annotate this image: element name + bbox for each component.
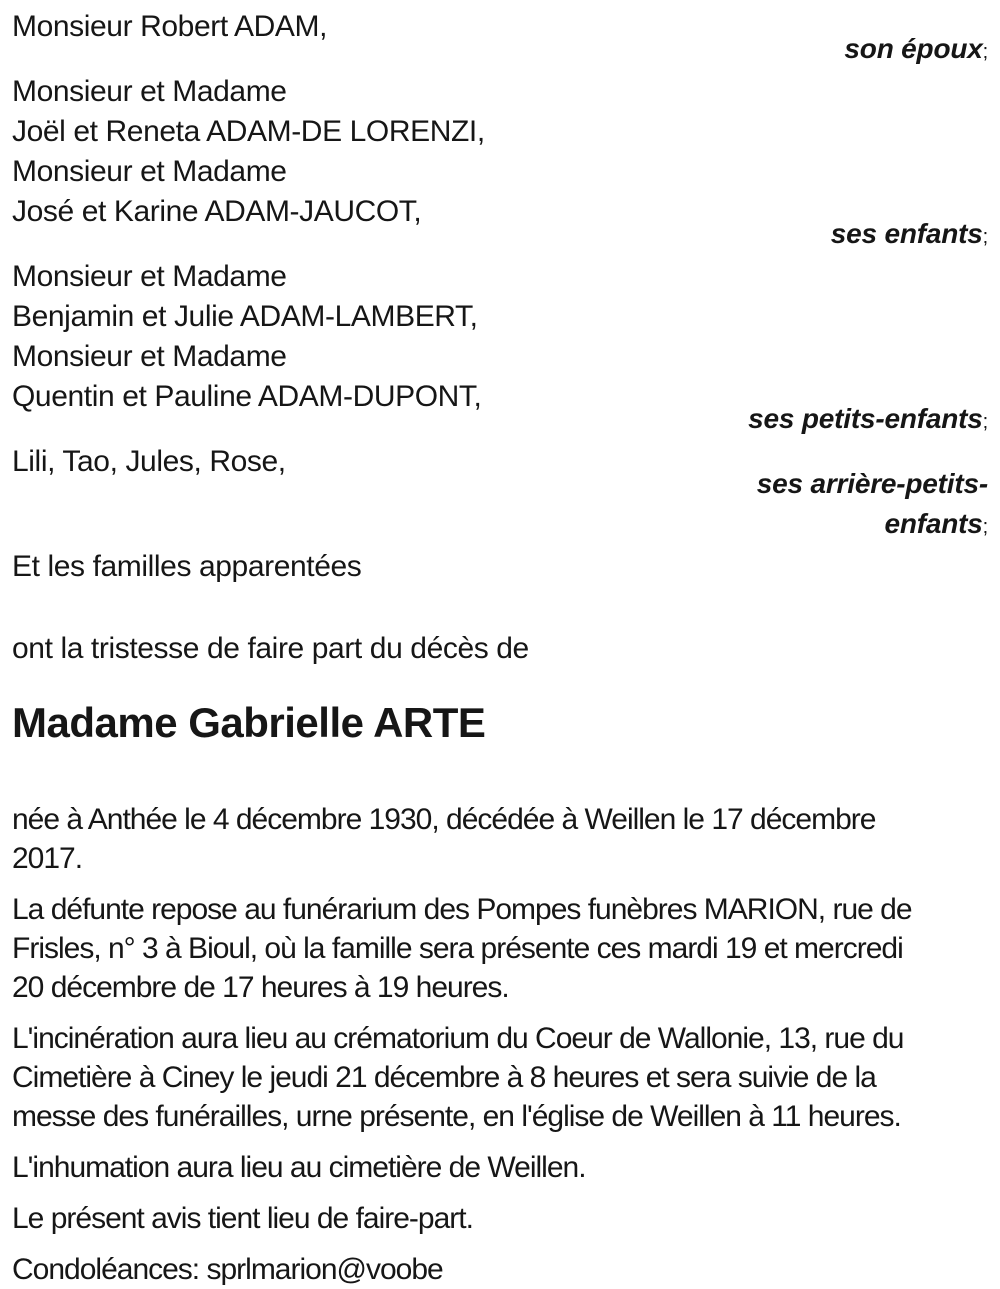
relation-label-suffix: ;: [982, 226, 988, 248]
family-name-line: Monsieur et Madame: [12, 340, 287, 373]
detail-paragraph: [12, 1148, 988, 1187]
family-name-line: Monsieur Robert ADAM,: [12, 10, 328, 43]
details-section: [12, 800, 988, 1289]
relation-label-suffix: ;: [982, 516, 988, 538]
detail-line: Frisles, n° 3 à Bioul, où la famille sera présente ces mardi 19 et mercredi: [12, 932, 903, 965]
detail-line: L'incinération aura lieu au crématorium du Coeur de Wallonie, 13, rue du: [12, 1022, 904, 1055]
detail-paragraph: [12, 1199, 988, 1238]
family-name-line: Joël et Reneta ADAM-DE LORENZI,: [12, 115, 485, 148]
detail-line: La défunte repose au funérarium des Pompes funèbres MARION, rue de: [12, 893, 912, 926]
detail-line: 2017.: [12, 842, 83, 875]
family-name-line: José et Karine ADAM-JAUCOT,: [12, 195, 422, 228]
family-name-line: Quentin et Pauline ADAM-DUPONT,: [12, 380, 482, 413]
detail-line: née à Anthée le 4 décembre 1930, décédée à Weillen le 17 décembre: [12, 803, 876, 836]
intro-line: ont la tristesse de faire part du décès de: [12, 632, 529, 665]
family-name-line: Et les familles apparentées: [12, 550, 362, 583]
relation-label-text: ses petits-enfants: [748, 403, 983, 434]
relation-label-text: ses enfants: [830, 218, 983, 249]
family-section: [12, 7, 988, 587]
relation-label-suffix: ;: [982, 41, 988, 63]
relation-label-text: ses arrière-petits-: [756, 468, 988, 499]
detail-line: messe des funérailles, urne présente, en l'église de Weillen à 11 heures.: [12, 1100, 901, 1133]
detail-line: Le présent avis tient lieu de faire-part.: [12, 1202, 473, 1235]
family-name-line: Monsieur et Madame: [12, 155, 287, 188]
detail-line: Cimetière à Ciney le jeudi 21 décembre à 8 heures et sera suivie de la: [12, 1061, 876, 1094]
detail-line: Condoléances: sprlmarion@voobe: [12, 1253, 443, 1286]
deceased-name: Madame Gabrielle ARTE: [12, 699, 486, 746]
detail-paragraph: [12, 1250, 988, 1289]
relation-label: [12, 504, 988, 547]
relation-label-text: enfants: [884, 508, 983, 539]
detail-paragraph: [12, 890, 988, 1007]
family-name-line: Monsieur et Madame: [12, 260, 287, 293]
relation-label-text: son époux: [844, 33, 983, 64]
relation-label-suffix: ;: [982, 411, 988, 433]
detail-paragraph: [12, 800, 988, 878]
family-name-line: Benjamin et Julie ADAM-LAMBERT,: [12, 300, 478, 333]
family-name-line: Lili, Tao, Jules, Rose,: [12, 445, 286, 478]
family-name-line: Monsieur et Madame: [12, 75, 287, 108]
detail-line: L'inhumation aura lieu au cimetière de Weillen.: [12, 1151, 586, 1184]
detail-paragraph: [12, 1019, 988, 1136]
detail-line: 20 décembre de 17 heures à 19 heures.: [12, 971, 509, 1004]
